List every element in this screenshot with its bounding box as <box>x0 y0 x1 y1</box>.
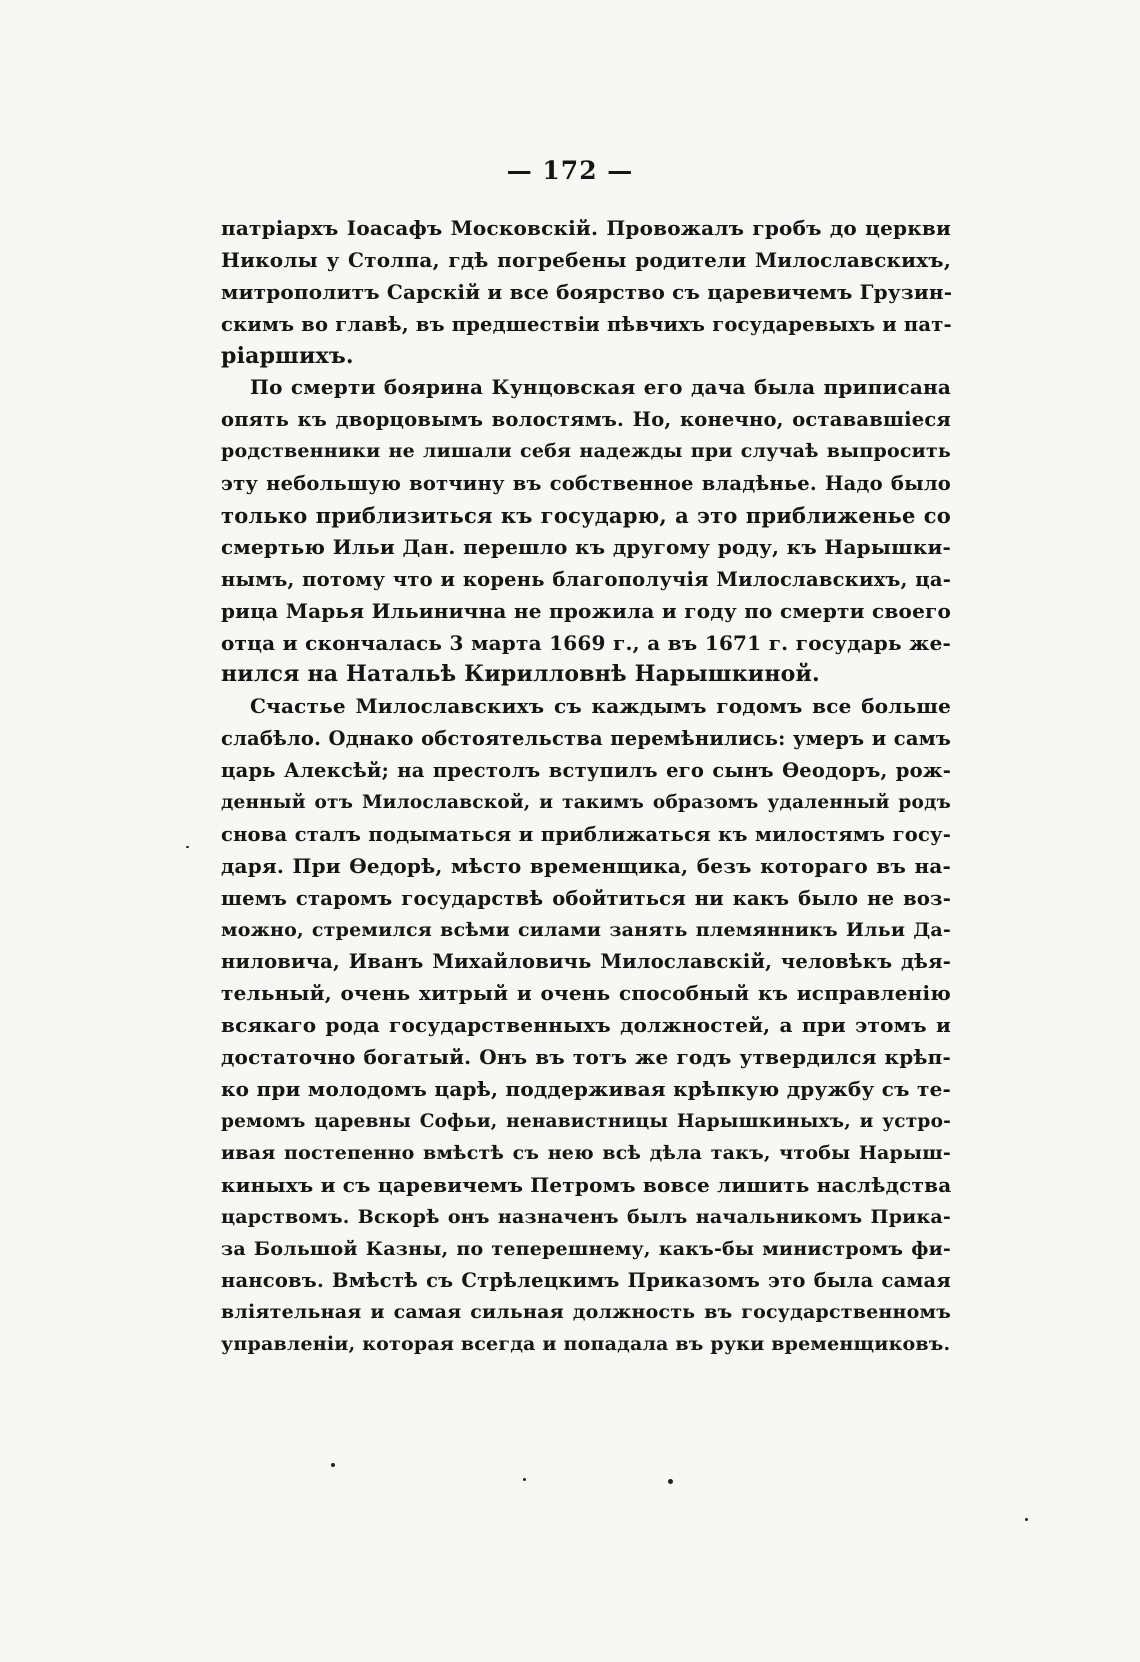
text-line: снова сталъ подыматься и приближаться къ милостямъ госу- <box>221 822 951 846</box>
text-line: смертью Ильи Дан. перешло къ другому роду, къ Нарышки- <box>221 534 951 559</box>
text-line: нился на Натальѣ Кирилловнѣ Нарышкиной. <box>221 661 820 688</box>
text-line: ремомъ царевны Софьи, ненавистницы Нарышкиныхъ, и устро- <box>221 1110 951 1132</box>
text-line: достаточно богатый. Онъ въ тотъ же годъ утвердился крѣп- <box>221 1045 951 1070</box>
scan-speck <box>668 1479 673 1484</box>
text-line: управленіи, которая всегда и попадала въ руки временщиковъ. <box>221 1333 951 1356</box>
text-line: отца и скончалась 3 марта 1669 г., а въ 1671 г. государь же- <box>221 630 951 655</box>
text-line: за Большой Казны, по теперешнему, какъ-бы министромъ фи- <box>221 1237 951 1260</box>
text-line: родственники не лишали себя надежды при случаѣ выпросить <box>221 440 951 463</box>
text-line: ниловича, Иванъ Михайловичь Милославскій, человѣкъ дѣя- <box>221 950 951 974</box>
text-line: всякаго рода государственныхъ должностей, а при этомъ и <box>221 1013 951 1038</box>
scan-speck <box>331 1463 335 1467</box>
text-line: слабѣло. Однако обстоятельства перемѣнились: умеръ и самъ <box>221 727 951 751</box>
text-line: Счастье Милославскихъ съ каждымъ годомъ все больше <box>250 694 951 719</box>
text-line: нансовъ. Вмѣстѣ съ Стрѣлецкимъ Приказомъ это была самая <box>221 1269 951 1293</box>
text-line: киныхъ и съ царевичемъ Петромъ вовсе лишить наслѣдства <box>221 1172 952 1197</box>
text-line: рица Марья Ильинична не прожила и году по смерти своего <box>221 598 951 623</box>
text-line: скимъ во главѣ, въ предшествіи пѣвчихъ государевыхъ и пат- <box>221 312 952 336</box>
text-line: можно, стремился всѣми силами занять племянникъ Ильи Да- <box>221 918 951 941</box>
paragraph <box>221 213 951 372</box>
text-line: царствомъ. Вскорѣ онъ назначенъ былъ начальникомъ Прика- <box>221 1205 951 1228</box>
text-line: ивая постепенно вмѣстѣ съ нею всѣ дѣла такъ, чтобы Нарыш- <box>221 1141 951 1164</box>
text-line: опять къ дворцовымъ волостямъ. Но, конечно, остававшіеся <box>221 408 951 432</box>
paragraph <box>221 372 951 691</box>
text-line: Николы у Столпа, гдѣ погребены родители Милославскихъ, <box>221 247 951 272</box>
text-line: вліятельная и самая сильная должность въ государственномъ <box>221 1301 951 1324</box>
body-text <box>221 213 951 1361</box>
scan-speck <box>523 1478 526 1481</box>
scan-speck <box>186 846 189 848</box>
text-line: тельный, очень хитрый и очень способный къ исправленію <box>221 981 951 1006</box>
text-line: ко при молодомъ царѣ, поддерживая крѣпкую дружбу съ те- <box>221 1077 951 1102</box>
text-line: ріаршихъ. <box>221 342 354 369</box>
text-line: патріархъ Іоасафъ Московскій. Провожалъ гробъ до церкви <box>221 216 951 240</box>
text-line: царь Алексѣй; на престолъ вступилъ его сынъ Ѳеодоръ, рож- <box>221 759 951 783</box>
text-line: шемъ старомъ государствѣ обойтиться ни какъ было не воз- <box>221 886 951 910</box>
text-line: митрополитъ Сарскій и все боярство съ царевичемъ Грузин- <box>221 279 953 304</box>
scan-speck <box>1025 1518 1028 1521</box>
text-line: даря. При Ѳедорѣ, мѣсто временщика, безъ котораго въ на- <box>221 853 951 878</box>
page-number: — 172 — <box>506 156 634 185</box>
text-line: эту небольшую вотчину въ собственное владѣнье. Надо было <box>221 472 951 496</box>
text-line: нымъ, потому что и корень благополучія Милославскихъ, ца- <box>221 567 951 591</box>
text-line: По смерти боярина Кунцовская его дача была приписана <box>250 375 951 400</box>
paragraph <box>221 691 951 1361</box>
text-line: только приблизиться къ государю, а это приближенье со <box>221 503 951 529</box>
text-line: денный отъ Милославской, и такимъ образомъ удаленный родъ <box>221 792 951 814</box>
